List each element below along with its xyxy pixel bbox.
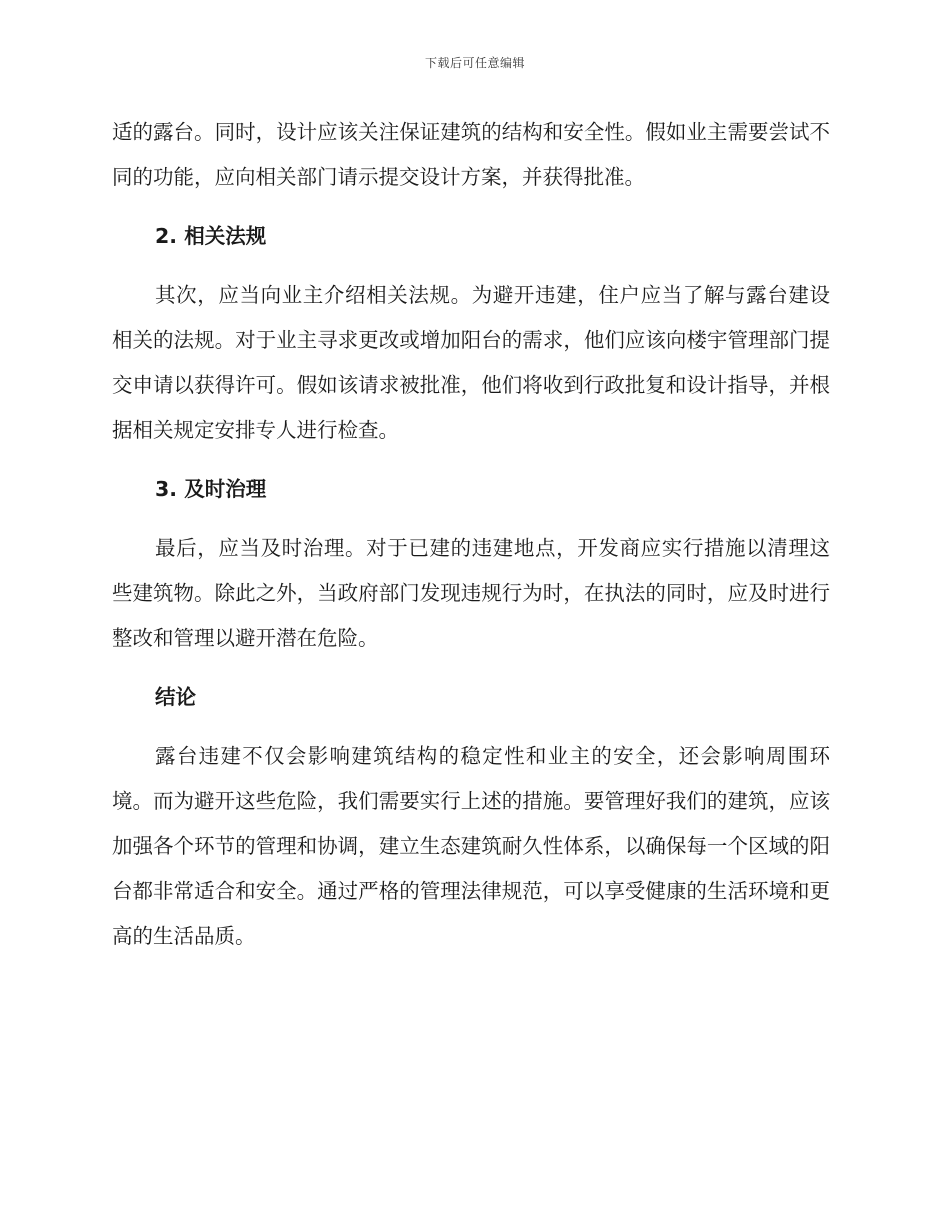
section-heading-conclusion: 结论 [155, 685, 196, 709]
section-paragraph-regulations: 其次，应当向业主介绍相关法规。为避开违建，住户应当了解与露台建设相关的法规。对于业主寻求更改或增加阳台的需求，他们应该向楼宇管理部门提交申请以获得许可。假如该请求被批准，他们将收到行政批复和设计指导，并根据相关规定安排专人进行检查。 [112, 283, 830, 442]
document-body [112, 110, 830, 959]
section-heading-timely-governance: 3. 及时治理 [155, 477, 267, 501]
page-header: 下载后可任意编辑 [424, 56, 525, 70]
intro-paragraph: 适的露台。同时，设计应该关注保证建筑的结构和安全性。假如业主需要尝试不同的功能，应向相关部门请示提交设计方案，并获得批准。 [112, 120, 830, 189]
section-paragraph-conclusion: 露台违建不仅会影响建筑结构的稳定性和业主的安全，还会影响周围环境。而为避开这些危险，我们需要实行上述的措施。要管理好我们的建筑，应该加强各个环节的管理和协调，建立生态建筑耐久性体系，以确保每一个区域的阳台都非常适合和安全。通过严格的管理法律规范，可以享受健康的生活环境和更高的生活品质。 [112, 744, 830, 948]
section-heading-regulations: 2. 相关法规 [155, 224, 267, 248]
section-paragraph-timely-governance: 最后，应当及时治理。对于已建的违建地点，开发商应实行措施以清理这些建筑物。除此之外，当政府部门发现违规行为时，在执法的同时，应及时进行整改和管理以避开潜在危险。 [112, 536, 830, 650]
